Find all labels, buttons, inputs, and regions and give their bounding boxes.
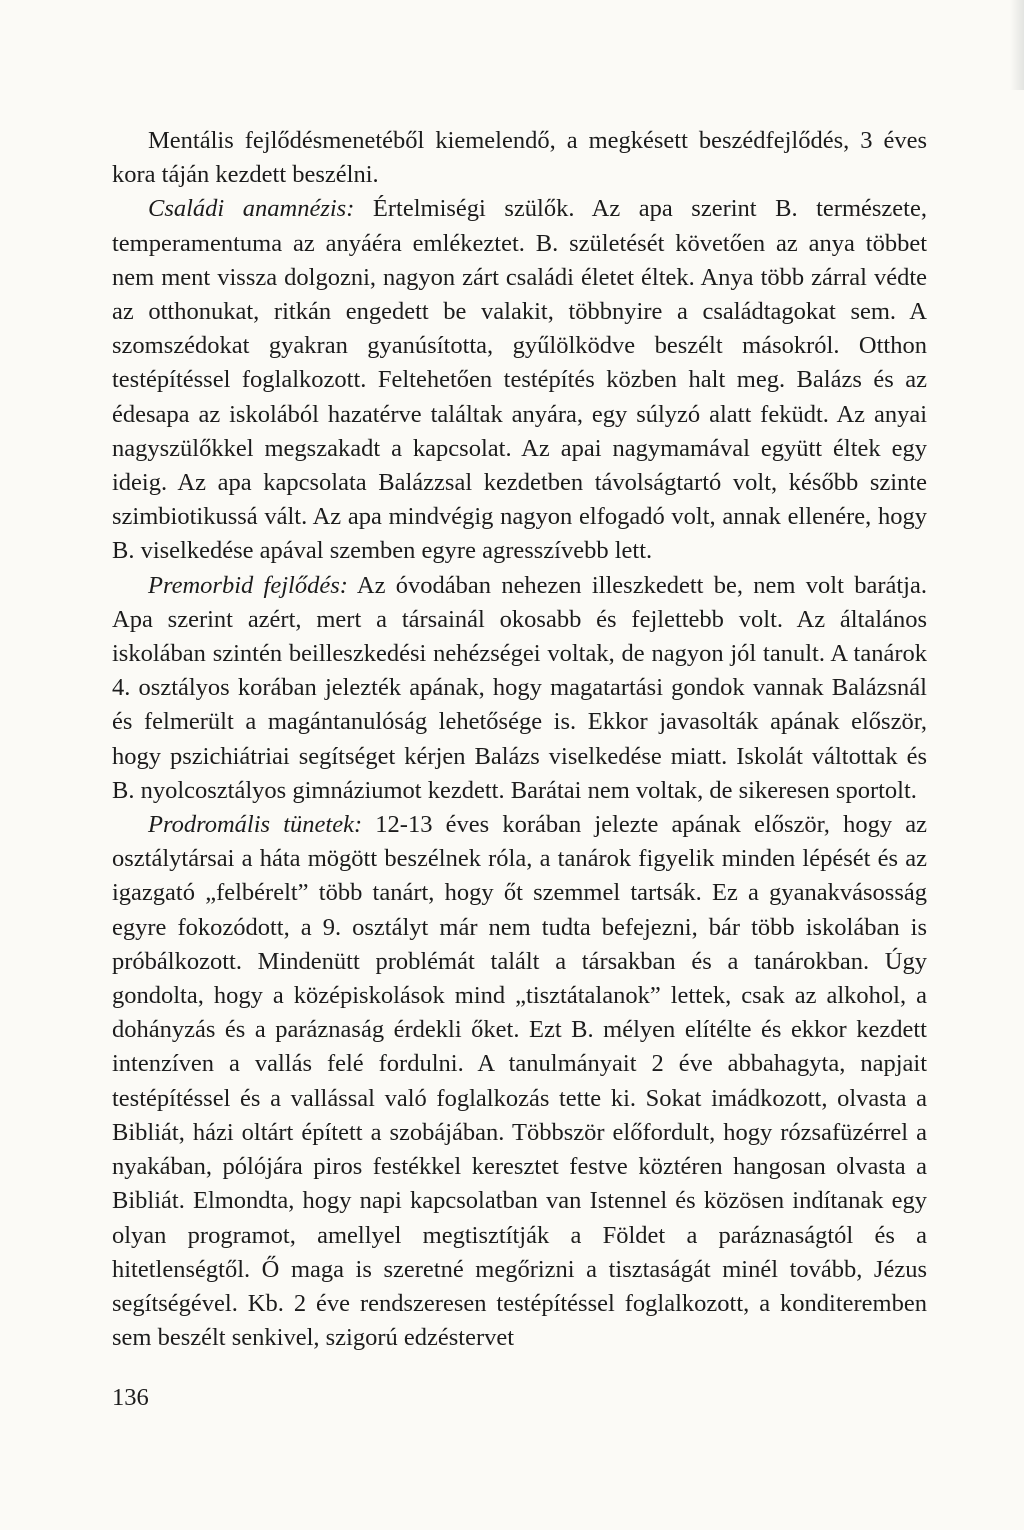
paragraph-premorbid-development: [112, 569, 927, 808]
paragraph-mental-development: [112, 124, 927, 192]
paragraph-text: Az óvodában nehezen illeszkedett be, nem volt barátja. Apa szerint azért, mert a társainál okosabb és fejlettebb volt. Az általános iskolában szintén beilleszkedési nehézségei voltak, de nagyon jól tanult. A tanárok 4. osztályos korában jelezték apának, hogy magatartási gondok vannak Balázsnál és felmerült a magántanulóság lehetősége is. Ekkor javasolták apának először, hogy pszichiátriai segítséget kérjen Balázs viselkedése miatt. Iskolát váltottak és B. nyolcosztályos gimnáziumot kezdett. Barátai nem voltak, de sikeresen sportolt.: [112, 571, 927, 804]
paragraph-text: Értelmiségi szülők. Az apa szerint B. természete, temperamentuma az anyáéra emlékeztet. B. születését követően az anya többet nem ment vissza dolgozni, nagyon zárt családi életet éltek. Anya több zárral védte az otthonukat, ritkán engedett be valakit, többnyire a családtagokat sem. A szomszédokat gyakran gyanúsította, gyűlölködve beszélt másokról. Otthon testépítéssel foglalkozott. Feltehetően testépítés közben halt meg. Balázs és az édesapa az iskolából hazatérve találtak anyára, egy súlyzó alatt feküdt. Az anyai nagyszülőkkel megszakadt a kapcsolat. Az apai nagymamával együtt éltek egy ideig. Az apa kapcsolata Balázzsal kezdetben távolságtartó volt, később szinte szimbiotikussá vált. Az apa mindvégig nagyon elfogadó volt, annak ellenére, hogy B. viselkedése apával szemben egyre agresszívebb lett.: [112, 195, 927, 565]
paragraph-prodromal-symptoms: [112, 808, 927, 1355]
body-text: [112, 124, 927, 1355]
paragraph-text: Mentális fejlődésmenetéből kiemelendő, a megkésett beszédfejlődés, 3 éves kora táján kezdett beszélni.: [112, 127, 927, 189]
paragraph-lead: Családi anamnézis:: [148, 195, 355, 223]
paragraph-family-anamnesis: [112, 192, 927, 568]
paragraph-lead: Prodromális tünetek:: [148, 811, 363, 839]
paragraph-text: 12-13 éves korában jelezte apának először, hogy az osztálytársai a háta mögött beszélnek róla, a tanárok figyelik minden lépését és az igazgató „felbérelt” több tanárt, hogy őt szemmel tartsák. Ez a gyanakvásosság egyre fokozódott, a 9. osztályt már nem tudta befejezni, bár több iskolában is próbálkozott. Mindenütt problémát talált a társakban és a tanárokban. Úgy gondolta, hogy a középiskolások mind „tisztátalanok” lettek, csak az alkohol, a dohányzás és a paráznaság érdekli őket. Ezt B. mélyen elítélte és ekkor kezdett intenzíven a vallás felé fordulni. A tanulmányait 2 éve abbahagyta, napjait testépítéssel és a vallással való foglalkozás tette ki. Sokat imádkozott, olvasta a Bibliát, házi oltárt épített a szobájában. Többször előfordult, hogy rózsafüzérrel a nyakában, pólójára piros festékkel keresztet festve köztéren hangosan olvasta a Bibliát. Elmondta, hogy napi kapcsolatban van Istennel és közösen indítanak egy olyan programot, amellyel megtisztítják a Földet a paráznaságtól és a hitetlenségtől. Ő maga is szeretné megőrizni a tisztaságát minél tovább, Jézus segítségével. Kb. 2 éve rendszeresen testépítéssel foglalkozott, a konditeremben sem beszélt senkivel, szigorú edzéstervet: [112, 811, 928, 1352]
page-number: 136: [112, 1384, 149, 1411]
page-edge-shadow: [1010, 0, 1024, 90]
paragraph-lead: Premorbid fejlődés:: [148, 571, 348, 599]
